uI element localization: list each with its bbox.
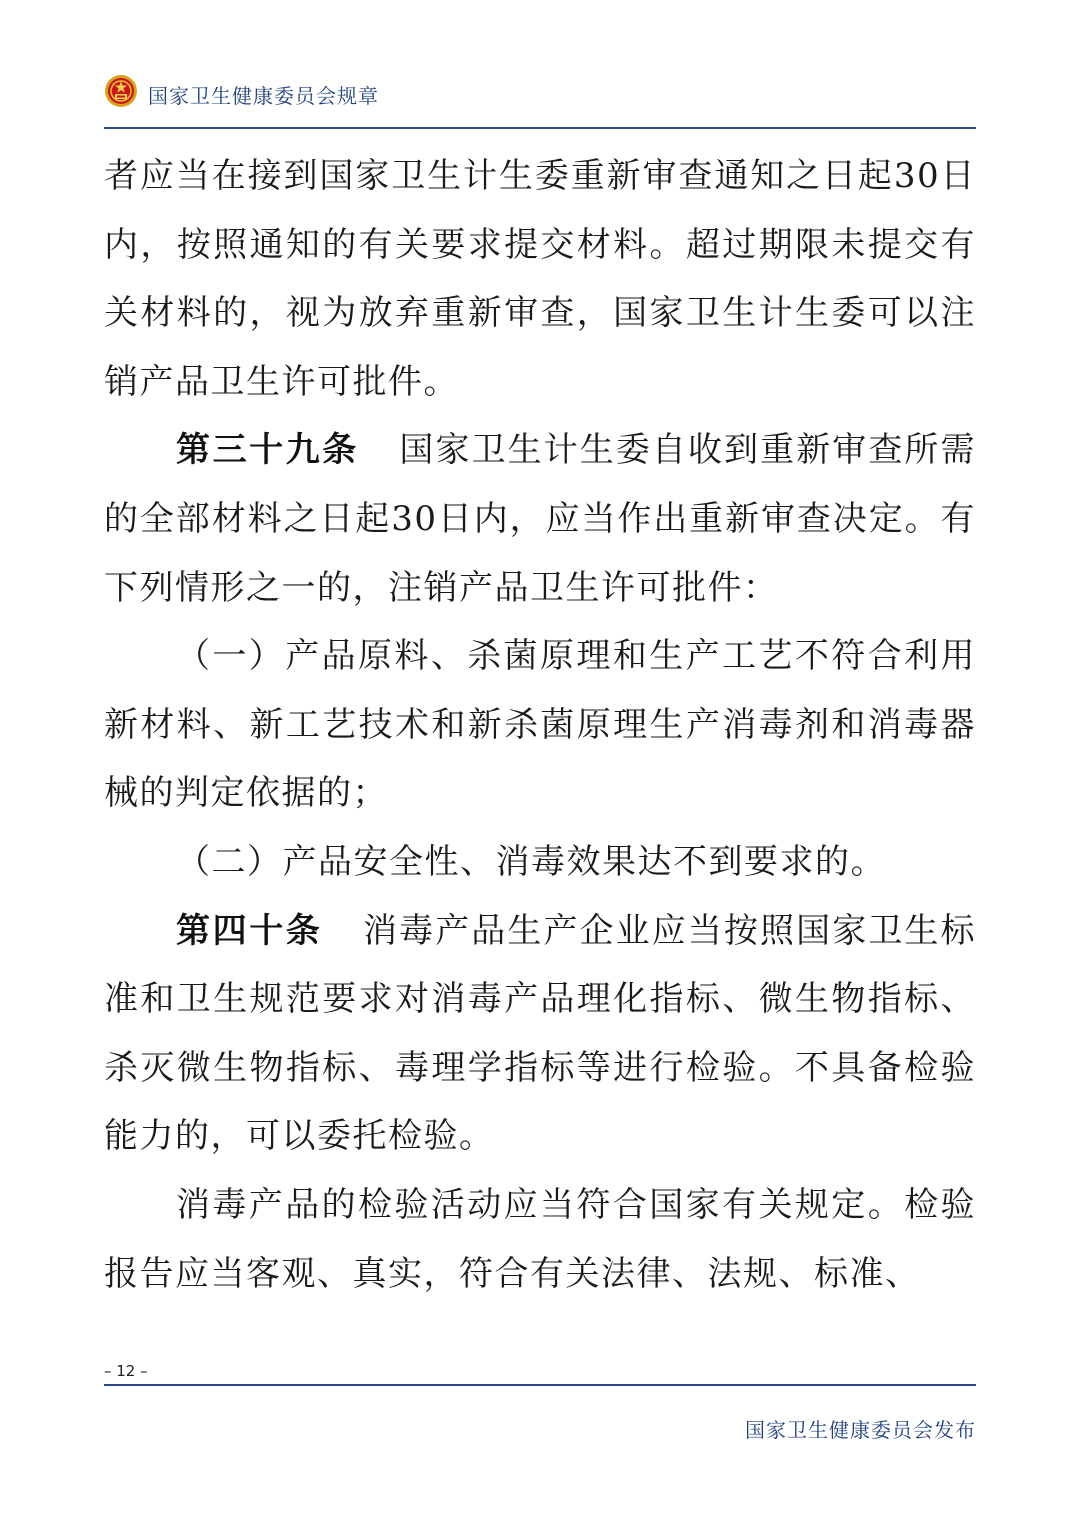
article-39 xyxy=(104,416,976,622)
article-39-text: 国家卫生计生委自收到重新审查所需的全部材料之日起30日内，应当作出重新审查决定。有下列情形之一的，注销产品卫生许可批件： xyxy=(104,430,977,608)
article-40-text: 消毒产品生产企业应当按照国家卫生标准和卫生规范要求对消毒产品理化指标、微生物指标、杀灭微生物指标、毒理学指标等进行检验。不具备检验能力的，可以委托检验。 xyxy=(104,910,977,1157)
paragraph-inspection: 消毒产品的检验活动应当符合国家有关规定。检验报告应当客观、真实，符合有关法律、法规、标准、 xyxy=(104,1184,976,1294)
paragraph-continued: 者应当在接到国家卫生计生委重新审查通知之日起30日内，按照通知的有关要求提交材料。超过期限未提交有关材料的，视为放弃重新审查，国家卫生计生委可以注销产品卫生许可批件。 xyxy=(104,156,976,402)
footer-publisher: 国家卫生健康委员会发布 xyxy=(745,1418,976,1442)
national-emblem-icon xyxy=(104,74,138,108)
page-number: – 12 – xyxy=(104,1362,148,1380)
document-body xyxy=(104,142,976,1308)
article-39-title: 第三十九条 xyxy=(176,430,359,471)
article-40 xyxy=(104,897,976,1171)
footer-divider xyxy=(104,1384,976,1386)
article-40-title: 第四十条 xyxy=(176,910,323,951)
page-header xyxy=(104,72,976,120)
article-39-item-1: （一）产品原料、杀菌原理和生产工艺不符合利用新材料、新工艺技术和新杀菌原理生产消毒剂和消毒器械的判定依据的； xyxy=(104,636,976,814)
header-title: 国家卫生健康委员会规章 xyxy=(148,84,379,108)
article-39-item-2: （二）产品安全性、消毒效果达不到要求的。 xyxy=(176,841,886,882)
header-divider xyxy=(104,127,976,129)
